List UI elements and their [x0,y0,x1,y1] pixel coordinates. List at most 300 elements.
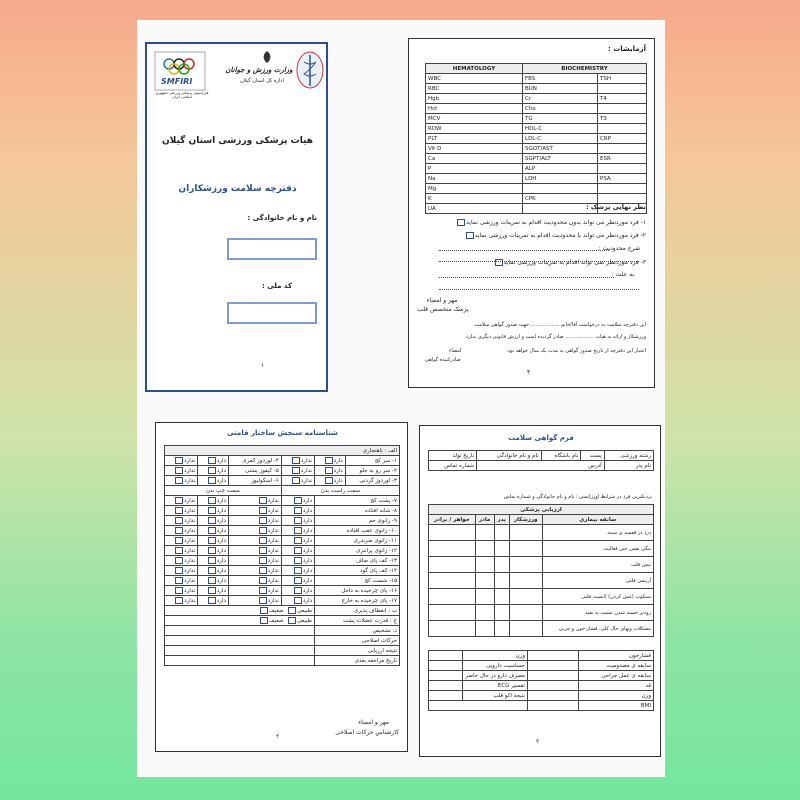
hasnt-option[interactable] [165,546,198,556]
has-checkbox[interactable] [208,467,216,474]
hasnt-option[interactable] [165,556,198,566]
next-visit-field[interactable] [165,656,315,666]
has-option[interactable] [281,586,314,596]
lab-row [426,174,647,184]
posture-item-label: ۵- کیفوز پشتی [228,466,281,476]
hasnt-checkbox[interactable] [292,467,300,474]
phone-field[interactable] [429,461,477,471]
has-option[interactable] [198,526,229,536]
page-number: ۱ [261,362,265,369]
history-col-header: مادر [475,515,494,525]
hasnt-checkbox[interactable] [259,547,267,554]
history-cell[interactable] [475,605,494,621]
hasnt-option[interactable] [165,596,198,606]
hematology-cell[interactable]: Hgb [426,94,523,104]
measurements-table [428,650,654,711]
biochemistry-cell[interactable]: BUN [523,84,598,94]
has-option[interactable] [198,586,229,596]
biochemistry-cell[interactable]: TG [523,114,598,124]
hasnt-option[interactable] [228,576,281,586]
club-field[interactable] [541,451,581,461]
posture-item-label: ۸- شانه افتاده [315,506,400,516]
hasnt-option[interactable] [165,496,198,506]
posture-item-label: ۱۳- کف پای صاف [315,556,400,566]
cover-page [145,42,328,392]
weight2-field[interactable] [528,691,579,701]
has-checkbox[interactable] [208,527,216,534]
hasnt-option[interactable] [165,506,198,516]
has-checkbox[interactable] [294,597,302,604]
section-c-label: ج : قدرت عضلات پشت [315,616,400,626]
hasnt-label: ندارد [300,468,313,474]
biochemistry-cell[interactable]: SGOT/AST [523,144,598,154]
has-checkbox[interactable] [208,537,216,544]
hasnt-label: ندارد [184,578,196,584]
hasnt-checkbox[interactable] [175,507,183,514]
ministry-name: وزارت ورزش و جوانان [225,66,293,74]
hasnt-option[interactable] [165,466,198,476]
hasnt-option[interactable] [228,536,281,546]
has-label: دارد [302,528,313,534]
has-checkbox[interactable] [208,587,216,594]
hasnt-checkbox[interactable] [175,557,183,564]
bp-field[interactable] [528,651,579,661]
history-cell[interactable] [494,621,509,637]
has-option[interactable] [198,466,229,476]
history-cell[interactable] [509,573,542,589]
hasnt-label: ندارد [300,478,313,484]
hasnt-option[interactable] [165,516,198,526]
history-cell[interactable] [475,621,494,637]
history-cell[interactable] [429,573,476,589]
note-1: این دفترچه سلامت به درخواست آقا/خانم .................. جهت صدور گواهی سلامت [474,322,646,328]
hasnt-checkbox[interactable] [175,537,183,544]
history-cell[interactable] [475,573,494,589]
hasnt-checkbox[interactable] [259,587,267,594]
weight-label: وزن [463,651,528,661]
hasnt-checkbox[interactable] [259,597,267,604]
biochemistry-cell[interactable]: SGPT/ALT [523,154,598,164]
hasnt-label: ندارد [184,538,196,544]
has-checkbox[interactable] [208,577,216,584]
has-option[interactable] [198,516,229,526]
hasnt-option[interactable] [228,496,281,506]
has-option[interactable] [281,526,314,536]
extra-test-cell[interactable] [598,104,647,114]
hasnt-option[interactable] [165,536,198,546]
address-field[interactable] [477,461,604,471]
has-option[interactable] [281,576,314,586]
hasnt-checkbox[interactable] [175,597,183,604]
history-cell[interactable] [475,557,494,573]
has-checkbox[interactable] [208,477,216,484]
biochemistry-cell[interactable]: LDH [523,174,598,184]
has-checkbox[interactable] [294,497,302,504]
hasnt-label: ندارد [267,558,279,564]
history-cell[interactable] [494,605,509,621]
posture-item-label: ۱۲- زانوی پرانتزی [315,546,400,556]
has-checkbox[interactable] [294,587,302,594]
hematology-cell[interactable]: RBC [426,84,523,94]
certificate-page [419,425,661,757]
has-label: دارد [302,498,313,504]
hasnt-label: ندارد [184,568,196,574]
lab-row [426,164,647,174]
posture-item-label: ۱۱- زانوی ضربدری [315,536,400,546]
hasnt-checkbox[interactable] [175,517,183,524]
has-label: دارد [302,548,313,554]
national-id-field[interactable] [227,302,317,324]
has-label: دارد [216,508,226,514]
has-checkbox[interactable] [325,477,333,484]
biochemistry-cell[interactable]: ALP [523,164,598,174]
weak-label: ضعیف [268,608,284,614]
hasnt-option[interactable] [281,456,314,466]
has-checkbox[interactable] [208,497,216,504]
has-option[interactable] [281,516,314,526]
has-option[interactable] [281,536,314,546]
hasnt-checkbox[interactable] [175,577,183,584]
history-cell[interactable] [429,621,476,637]
hematology-cell[interactable]: RDW [426,124,523,134]
caduceus-icon [295,50,325,90]
has-label: دارد [216,598,226,604]
biochemistry-cell[interactable]: LDL-C [523,134,598,144]
note-2: ورزشکار و ارائه به هیات .................. صادر گردیده است و ارزش قانونی دیگری ندارد. [464,334,646,340]
hasnt-checkbox[interactable] [175,527,183,534]
lab-row [426,104,647,114]
posture-side-row [165,546,400,556]
hasnt-option[interactable] [281,476,314,486]
has-option[interactable] [198,476,229,486]
history-cell[interactable] [475,525,494,541]
has-checkbox[interactable] [208,457,216,464]
has-option[interactable] [198,596,229,606]
has-checkbox[interactable] [325,457,333,464]
has-option[interactable] [198,546,229,556]
has-label: دارد [333,478,343,484]
has-label: دارد [216,578,226,584]
has-option[interactable] [281,596,314,606]
name-field[interactable] [477,451,542,461]
hasnt-option[interactable] [281,466,314,476]
option-2[interactable] [446,232,646,239]
biochemistry-cell[interactable]: FBS [523,74,598,84]
hematology-cell[interactable]: Na [426,174,523,184]
hasnt-checkbox[interactable] [175,477,183,484]
logo-caption: فدراسیون پزشکی ورزشی جمهوری اسلامی ایران [155,91,209,99]
history-cell[interactable] [475,541,494,557]
surgery-field[interactable] [528,671,579,681]
hasnt-checkbox[interactable] [259,527,267,534]
option-1[interactable] [446,219,646,226]
posture-item-label: ۶- اسکولیوز [228,476,281,486]
posture-side-row [165,506,400,516]
allergy-field[interactable] [429,661,463,671]
has-option[interactable] [281,496,314,506]
evaluation-field[interactable] [165,646,315,656]
history-cell[interactable] [475,589,494,605]
has-checkbox[interactable] [294,537,302,544]
hasnt-label: ندارد [184,528,196,534]
history-item-label: زودتر خسته شدن نسبت به بقیه [542,605,653,621]
has-option[interactable] [281,566,314,576]
biochemistry-cell[interactable]: HDL-C [523,124,598,134]
has-checkbox[interactable] [294,517,302,524]
has-label: دارد [216,558,226,564]
cardiologist-label: پزشک متخصص قلب [417,306,469,313]
echo-field[interactable] [429,691,463,701]
board-title: هیات پزشکی ورزشی استان گیلان [161,136,314,146]
history-cell[interactable] [494,589,509,605]
extra-test-cell[interactable] [598,124,647,134]
hasnt-checkbox[interactable] [292,477,300,484]
has-checkbox[interactable] [208,547,216,554]
post-field[interactable] [581,451,604,461]
height-field[interactable] [528,681,579,691]
hasnt-checkbox[interactable] [175,457,183,464]
history-item-label: درد در قفسه ی سینه [542,525,653,541]
flex-normal-checkbox[interactable] [288,607,296,614]
has-option[interactable] [315,456,346,466]
history-cell[interactable] [429,557,476,573]
has-option[interactable] [281,556,314,566]
hasnt-option[interactable] [165,526,198,536]
hasnt-label: ندارد [267,528,279,534]
has-option[interactable] [198,556,229,566]
hasnt-checkbox[interactable] [259,567,267,574]
strength-normal-checkbox[interactable] [288,617,296,624]
medical-history-table [428,504,654,637]
history-item-label: تپش قلب [542,557,653,573]
hasnt-label: ندارد [184,458,196,464]
history-cell[interactable] [494,573,509,589]
hasnt-checkbox[interactable] [259,537,267,544]
hematology-cell[interactable]: UA [426,204,523,214]
hematology-cell[interactable]: MCV [426,114,523,124]
hasnt-option[interactable] [228,516,281,526]
injury-label: سابقه ی مصدومیت [579,661,654,671]
has-label: دارد [302,508,313,514]
corrective-field[interactable] [165,636,315,646]
hematology-cell[interactable]: Vit D [426,144,523,154]
has-option[interactable] [198,576,229,586]
posture-item-label: ۴- لوردوز کمری [228,456,281,466]
hasnt-label: ندارد [184,498,196,504]
diagnosis-field[interactable] [165,626,315,636]
has-label: دارد [302,558,313,564]
bmi-field[interactable] [528,701,579,711]
meds-label: مصرف دارو در حال حاضر [463,671,528,681]
has-option[interactable] [315,466,346,476]
hematology-cell[interactable]: Hct [426,104,523,114]
hasnt-checkbox[interactable] [259,507,267,514]
issuer-label: صادرکننده گواهی [425,357,461,363]
lab-row [426,194,647,204]
has-checkbox[interactable] [294,547,302,554]
posture-pair-row [165,456,400,466]
has-checkbox[interactable] [294,507,302,514]
has-checkbox[interactable] [294,567,302,574]
name-field[interactable] [227,238,317,260]
hasnt-checkbox[interactable] [259,577,267,584]
hasnt-checkbox[interactable] [175,567,183,574]
ecg-label: تفسیر ECG [463,681,528,691]
extra-test-cell[interactable] [598,184,647,194]
hasnt-checkbox[interactable] [259,497,267,504]
extra-test-cell[interactable]: T3 [598,114,647,124]
hasnt-option[interactable] [165,566,198,576]
option-2-checkbox[interactable] [466,232,474,239]
history-cell[interactable] [509,621,542,637]
father-field[interactable] [604,461,653,471]
hasnt-option[interactable] [228,506,281,516]
hematology-cell[interactable]: PLT [426,134,523,144]
has-checkbox[interactable] [208,517,216,524]
history-cell[interactable] [509,525,542,541]
posture-item-label: ۱۰- زانوی عقب افتاده [315,526,400,536]
extra-test-cell[interactable]: TSH [598,74,647,84]
section-b-label: ب : انعطاف پذیری [315,606,400,616]
history-cell[interactable] [494,541,509,557]
has-option[interactable] [198,566,229,576]
history-cell[interactable] [429,605,476,621]
biochemistry-cell[interactable]: CPK [523,194,598,204]
option-3-checkbox[interactable] [495,259,503,266]
has-option[interactable] [198,496,229,506]
hematology-cell[interactable]: Mg [426,184,523,194]
history-cell[interactable] [494,525,509,541]
history-cell[interactable] [429,541,476,557]
history-cell[interactable] [509,541,542,557]
hasnt-checkbox[interactable] [175,497,183,504]
normal-label: طبیعی [297,618,313,624]
has-checkbox[interactable] [208,597,216,604]
history-cell[interactable] [509,589,542,605]
has-option[interactable] [315,476,346,486]
hasnt-option[interactable] [228,596,281,606]
history-row [429,525,654,541]
history-cell[interactable] [429,525,476,541]
history-cell[interactable] [494,557,509,573]
hasnt-checkbox[interactable] [175,547,183,554]
extra-test-cell[interactable]: CRP [598,134,647,144]
has-checkbox[interactable] [325,467,333,474]
hasnt-checkbox[interactable] [175,467,183,474]
option-2-label: ۲- فرد موردنظر می تواند با محدودیت اقدام به تمرینات ورزشی نماید [474,232,646,239]
hasnt-option[interactable] [228,526,281,536]
father-label: نام پدر [635,462,651,469]
hasnt-checkbox[interactable] [259,557,267,564]
has-checkbox[interactable] [208,557,216,564]
hasnt-label: ندارد [267,568,279,574]
hematology-cell[interactable]: WBC [426,74,523,84]
extra-test-cell[interactable] [598,144,647,154]
has-checkbox[interactable] [208,567,216,574]
hasnt-option[interactable] [165,576,198,586]
final-opinion-label: نظر نهایی پزشک : [586,203,646,211]
hematology-cell[interactable]: P [426,164,523,174]
hasnt-option[interactable] [165,456,198,466]
sport-field[interactable] [604,451,653,461]
hematology-cell[interactable]: K [426,194,523,204]
history-cell[interactable] [509,557,542,573]
hasnt-option[interactable] [228,586,281,596]
echo-label: نتیجه اکو قلب [463,691,528,701]
posture-title: شناسنامه سنجش ساختار قامتی [227,429,338,437]
meds-field[interactable] [429,671,463,681]
hasnt-checkbox[interactable] [259,517,267,524]
injury-field[interactable] [528,661,579,671]
option-3[interactable] [446,259,646,266]
fullname-label: نام و نام خانوادگی [496,452,539,459]
ecg-field[interactable] [429,681,463,691]
extra-test-cell[interactable] [598,84,647,94]
has-checkbox[interactable] [294,577,302,584]
extra-test-cell[interactable]: PSA [598,174,647,184]
hasnt-option[interactable] [165,476,198,486]
diagnosis-label: د: تشخیص [315,626,400,636]
history-row [429,557,654,573]
history-cell[interactable] [509,605,542,621]
post-label: پست [589,452,602,459]
extra-test-cell[interactable]: T4 [598,94,647,104]
hasnt-label: ندارد [184,508,196,514]
biochemistry-cell[interactable] [523,184,598,194]
biochemistry-cell[interactable]: Cho [523,104,598,114]
has-option[interactable] [198,456,229,466]
posture-side-row [165,526,400,536]
option-1-checkbox[interactable] [457,219,465,226]
weak-label: ضعیف [268,618,284,624]
has-option[interactable] [198,536,229,546]
hasnt-option[interactable] [228,566,281,576]
hasnt-option[interactable] [228,546,281,556]
history-row [429,573,654,589]
weight-field[interactable] [429,651,463,661]
emergency-instruction: نزدیکترین فرد در شرایط اورژانسی : نام و نام خانوادگی و شماره تماس [503,494,652,500]
has-option[interactable] [281,506,314,516]
posture-item-label: ۹- زانوی خم [315,516,400,526]
has-option[interactable] [281,546,314,556]
exam-header: ارزیابی پزشکی [429,505,654,515]
strength-weak-checkbox[interactable] [260,617,268,624]
extra-test-cell[interactable] [598,194,647,204]
extra-test-cell[interactable]: ESR [598,154,647,164]
has-checkbox[interactable] [294,557,302,564]
history-cell[interactable] [429,589,476,605]
has-label: دارد [216,548,226,554]
hasnt-checkbox[interactable] [175,587,183,594]
hematology-cell[interactable]: Ca [426,154,523,164]
hasnt-checkbox[interactable] [292,457,300,464]
history-col-header: خواهر / برادر [429,515,476,525]
has-checkbox[interactable] [294,527,302,534]
flex-weak-checkbox[interactable] [260,607,268,614]
history-item-label: تنگی نفس حین فعالیت [542,541,653,557]
has-checkbox[interactable] [208,507,216,514]
hasnt-label: ندارد [267,518,279,524]
hasnt-label: ندارد [184,588,196,594]
posture-side-row [165,556,400,566]
posture-item-label: ۱۴- کف پای گود [315,566,400,576]
birth-field[interactable] [429,451,477,461]
extra-test-cell[interactable] [598,164,647,174]
biochemistry-cell[interactable]: Cr [523,94,598,104]
hasnt-option[interactable] [165,586,198,596]
hasnt-option[interactable] [228,556,281,566]
has-option[interactable] [198,506,229,516]
